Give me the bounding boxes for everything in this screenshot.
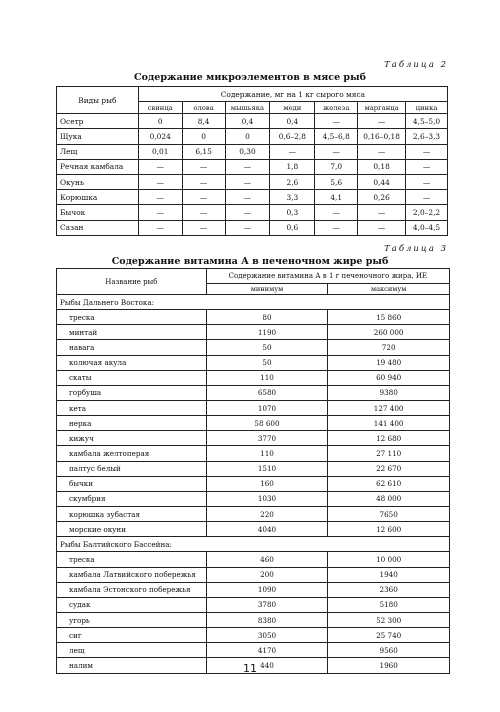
value-cell: 0,6 xyxy=(270,220,315,235)
min-header: минимум xyxy=(206,284,328,295)
max-cell: 19 480 xyxy=(328,355,450,370)
min-cell: 110 xyxy=(206,446,328,461)
value-cell: — xyxy=(315,144,358,159)
table-row xyxy=(57,552,450,567)
table-row xyxy=(57,355,450,370)
max-cell: 141 400 xyxy=(328,416,450,431)
value-cell: — xyxy=(358,114,406,129)
max-cell: 60 940 xyxy=(328,370,450,385)
min-cell: 160 xyxy=(206,476,328,491)
value-cell: 0 xyxy=(182,129,225,144)
value-cell: — xyxy=(225,159,270,174)
value-cell: 0,16–0,18 xyxy=(358,129,406,144)
element-header: мышьяка xyxy=(225,102,270,114)
max-cell: 7650 xyxy=(328,506,450,521)
min-cell: 80 xyxy=(206,310,328,325)
min-cell: 1510 xyxy=(206,461,328,476)
table-row xyxy=(57,476,450,491)
value-cell: 2,6–3,3 xyxy=(406,129,448,144)
species-cell: Лещ xyxy=(57,144,139,159)
species-cell: Окунь xyxy=(57,174,139,189)
value-cell: 2,6 xyxy=(270,174,315,189)
value-cell: 0 xyxy=(138,114,182,129)
fish-name-cell: морские окуни xyxy=(57,522,207,537)
table-row xyxy=(57,144,448,159)
max-cell: 22 670 xyxy=(328,461,450,476)
value-cell: — xyxy=(138,205,182,220)
value-cell: — xyxy=(225,205,270,220)
fish-name-cell: скумбрия xyxy=(57,491,207,506)
table-row xyxy=(57,628,450,643)
fish-name-cell: скаты xyxy=(57,370,207,385)
value-cell: — xyxy=(182,190,225,205)
max-cell: 52 300 xyxy=(328,612,450,627)
value-cell: — xyxy=(225,220,270,235)
table2-caption: Таблица 3 xyxy=(384,244,448,254)
min-cell: 1090 xyxy=(206,582,328,597)
value-cell: 4,1 xyxy=(315,190,358,205)
fish-name-cell: сиг xyxy=(57,628,207,643)
max-cell: 15 860 xyxy=(328,310,450,325)
value-cell: 0,3 xyxy=(270,205,315,220)
fish-name-cell: треска xyxy=(57,552,207,567)
max-cell: 720 xyxy=(328,340,450,355)
fish-name-cell: кижуч xyxy=(57,431,207,446)
species-header: Виды рыб xyxy=(57,87,139,114)
value-cell: — xyxy=(406,190,448,205)
vitamin-header: Содержание витамина А в 1 г печеночного жира, ИЕ xyxy=(206,269,449,284)
value-cell: — xyxy=(406,174,448,189)
min-cell: 200 xyxy=(206,567,328,582)
table-row xyxy=(57,400,450,415)
vitamin-a-table xyxy=(56,268,450,674)
species-cell: Корюшка xyxy=(57,190,139,205)
species-cell: Сазан xyxy=(57,220,139,235)
max-cell: 12 600 xyxy=(328,522,450,537)
fish-name-cell: палтус белый xyxy=(57,461,207,476)
value-cell: 8,4 xyxy=(182,114,225,129)
table-row xyxy=(57,174,448,189)
element-header: меди xyxy=(270,102,315,114)
max-cell: 260 000 xyxy=(328,325,450,340)
table-row xyxy=(57,310,450,325)
group-label: Рыбы Балтийского Бассейна: xyxy=(57,537,450,552)
element-header: железа xyxy=(315,102,358,114)
value-cell: 0,18 xyxy=(358,159,406,174)
value-cell: 4,5–5,0 xyxy=(406,114,448,129)
min-cell: 50 xyxy=(206,355,328,370)
max-cell: 5180 xyxy=(328,597,450,612)
value-cell: 7,0 xyxy=(315,159,358,174)
species-cell: Речная камбала xyxy=(57,159,139,174)
min-cell: 460 xyxy=(206,552,328,567)
table-row xyxy=(57,491,450,506)
fish-name-cell: камбала желтоперая xyxy=(57,446,207,461)
value-cell: — xyxy=(358,220,406,235)
min-cell: 1070 xyxy=(206,400,328,415)
table-row xyxy=(57,159,448,174)
fish-name-cell: треска xyxy=(57,310,207,325)
table-row xyxy=(57,385,450,400)
fish-name-cell: горбуша xyxy=(57,385,207,400)
value-cell: 0,26 xyxy=(358,190,406,205)
value-cell: — xyxy=(315,220,358,235)
table1-caption: Таблица 2 xyxy=(384,60,448,70)
table-row xyxy=(57,416,450,431)
fish-name-cell: бычки xyxy=(57,476,207,491)
value-cell: 0,01 xyxy=(138,144,182,159)
max-cell: 10 000 xyxy=(328,552,450,567)
max-cell: 9560 xyxy=(328,643,450,658)
fish-name-cell: угорь xyxy=(57,612,207,627)
value-cell: 6,15 xyxy=(182,144,225,159)
value-cell: — xyxy=(138,159,182,174)
max-cell: 127 400 xyxy=(328,400,450,415)
min-cell: 1030 xyxy=(206,491,328,506)
microelements-table xyxy=(56,86,448,236)
table-row xyxy=(57,325,450,340)
value-cell: — xyxy=(315,114,358,129)
table1-title: Содержание микроэлементов в мясе рыб xyxy=(134,72,366,83)
min-cell: 4040 xyxy=(206,522,328,537)
value-cell: 0,024 xyxy=(138,129,182,144)
max-header: максимум xyxy=(328,284,450,295)
max-cell: 25 740 xyxy=(328,628,450,643)
table-row xyxy=(57,597,450,612)
min-cell: 8380 xyxy=(206,612,328,627)
value-cell: 0 xyxy=(225,129,270,144)
value-cell: — xyxy=(225,174,270,189)
fish-name-cell: колючая акула xyxy=(57,355,207,370)
table-row xyxy=(57,190,448,205)
fish-name-cell: корюшка зубастая xyxy=(57,506,207,521)
name-header: Название рыб xyxy=(57,269,207,295)
fish-name-cell: минтай xyxy=(57,325,207,340)
element-header: марганца xyxy=(358,102,406,114)
table2-title: Содержание витамина А в печеночном жире рыб xyxy=(111,256,389,267)
value-cell: 0,6–2,8 xyxy=(270,129,315,144)
value-cell: — xyxy=(225,190,270,205)
value-cell: — xyxy=(138,190,182,205)
species-cell: Осетр xyxy=(57,114,139,129)
min-cell: 58 600 xyxy=(206,416,328,431)
table-row xyxy=(57,461,450,476)
fish-name-cell: навага xyxy=(57,340,207,355)
max-cell: 1940 xyxy=(328,567,450,582)
table-row xyxy=(57,129,448,144)
value-cell: — xyxy=(182,159,225,174)
min-cell: 1190 xyxy=(206,325,328,340)
value-cell: — xyxy=(358,144,406,159)
table-row xyxy=(57,446,450,461)
value-cell: 0,44 xyxy=(358,174,406,189)
value-cell: — xyxy=(182,174,225,189)
max-cell: 12 680 xyxy=(328,431,450,446)
content-header: Содержание, мг на 1 кг сырого мяса xyxy=(138,87,447,102)
min-cell: 50 xyxy=(206,340,328,355)
element-header: цинка xyxy=(406,102,448,114)
value-cell: 4,0–4,5 xyxy=(406,220,448,235)
element-header: олова xyxy=(182,102,225,114)
max-cell: 48 000 xyxy=(328,491,450,506)
fish-name-cell: камбала Латвийского побережья xyxy=(57,567,207,582)
table-row xyxy=(57,567,450,582)
table-row xyxy=(57,340,450,355)
value-cell: — xyxy=(138,220,182,235)
value-cell: 1,8 xyxy=(270,159,315,174)
group-row xyxy=(57,537,450,552)
fish-name-cell: лещ xyxy=(57,643,207,658)
group-row xyxy=(57,295,450,310)
min-cell: 4170 xyxy=(206,643,328,658)
min-cell: 220 xyxy=(206,506,328,521)
value-cell: — xyxy=(270,144,315,159)
table-row xyxy=(57,522,450,537)
value-cell: 4,5–6,8 xyxy=(315,129,358,144)
min-cell: 6580 xyxy=(206,385,328,400)
value-cell: — xyxy=(406,159,448,174)
table-row xyxy=(57,643,450,658)
value-cell: — xyxy=(182,220,225,235)
min-cell: 3780 xyxy=(206,597,328,612)
fish-name-cell: налим xyxy=(57,658,207,673)
value-cell: 2,0–2,2 xyxy=(406,205,448,220)
table-row xyxy=(57,431,450,446)
value-cell: 0,30 xyxy=(225,144,270,159)
min-cell: 3770 xyxy=(206,431,328,446)
value-cell: — xyxy=(406,144,448,159)
fish-name-cell: судак xyxy=(57,597,207,612)
element-header: свинца xyxy=(138,102,182,114)
value-cell: 0,4 xyxy=(270,114,315,129)
min-cell: 440 xyxy=(206,658,328,673)
fish-name-cell: кета xyxy=(57,400,207,415)
table-row xyxy=(57,114,448,129)
max-cell: 62 610 xyxy=(328,476,450,491)
table-row xyxy=(57,220,448,235)
value-cell: — xyxy=(182,205,225,220)
max-cell: 2360 xyxy=(328,582,450,597)
max-cell: 27 110 xyxy=(328,446,450,461)
table-row xyxy=(57,612,450,627)
max-cell: 1960 xyxy=(328,658,450,673)
value-cell: — xyxy=(315,205,358,220)
value-cell: — xyxy=(358,205,406,220)
value-cell: 0,4 xyxy=(225,114,270,129)
table-row xyxy=(57,370,450,385)
table-row xyxy=(57,582,450,597)
value-cell: 3,3 xyxy=(270,190,315,205)
group-label: Рыбы Дальнего Востока: xyxy=(57,295,450,310)
species-cell: Бычок xyxy=(57,205,139,220)
value-cell: 5,6 xyxy=(315,174,358,189)
fish-name-cell: камбала Эстонского побережья xyxy=(57,582,207,597)
min-cell: 3050 xyxy=(206,628,328,643)
species-cell: Щука xyxy=(57,129,139,144)
min-cell: 110 xyxy=(206,370,328,385)
table-row xyxy=(57,506,450,521)
value-cell: — xyxy=(138,174,182,189)
fish-name-cell: нерка xyxy=(57,416,207,431)
max-cell: 9380 xyxy=(328,385,450,400)
table-row xyxy=(57,205,448,220)
page-number: 11 xyxy=(243,662,257,675)
